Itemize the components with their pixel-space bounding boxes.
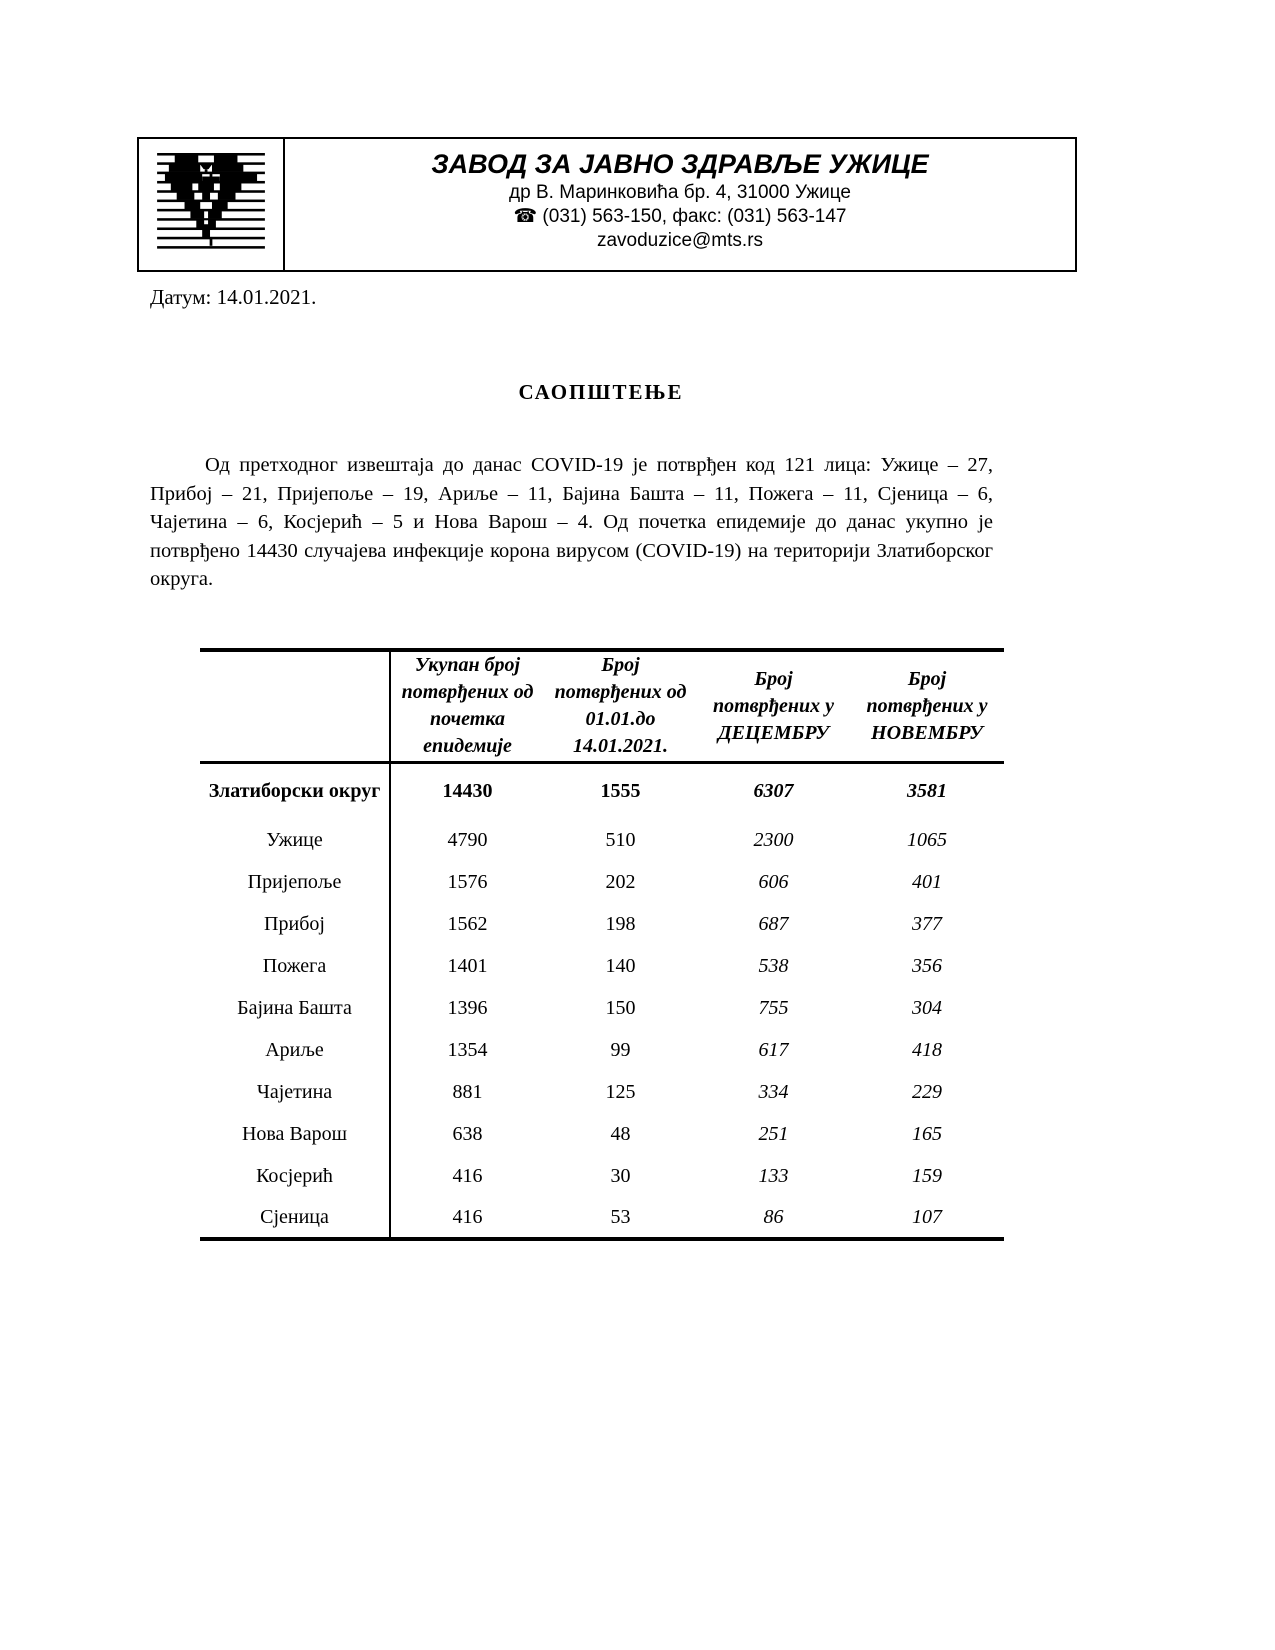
table-row	[200, 762, 1004, 819]
row-label: Сјеница	[200, 1197, 390, 1239]
cell-new: 140	[605, 954, 636, 977]
row-label: Нова Варош	[200, 1113, 390, 1155]
header-municipality	[200, 650, 390, 762]
row-label: Ужице	[200, 819, 390, 861]
cell-total: 416	[452, 1164, 483, 1187]
cell-new: 202	[605, 870, 636, 893]
row-label: Бајина Башта	[200, 987, 390, 1029]
logo-cell	[139, 139, 285, 270]
org-phone: (031) 563-150, факс: (031) 563-147	[537, 206, 847, 227]
row-label: Пожега	[200, 945, 390, 987]
table-row	[200, 1029, 1004, 1071]
cell-total: 4790	[447, 828, 488, 851]
cell-november: 401	[912, 870, 942, 893]
cell-total: 14430	[442, 779, 493, 802]
cell-new: 48	[610, 1122, 631, 1145]
table-row	[200, 1113, 1004, 1155]
table-row	[200, 987, 1004, 1029]
cell-november: 377	[912, 912, 942, 935]
date-line: Датум: 14.01.2021.	[150, 285, 317, 309]
header-new-period: Број потврђених од 01.01.до 14.01.2021.	[544, 650, 697, 762]
institute-logo-icon	[157, 153, 265, 256]
letterhead-info	[285, 139, 1075, 270]
cell-december: 538	[758, 954, 789, 977]
cell-new: 150	[605, 996, 636, 1019]
cell-total: 1401	[447, 954, 488, 977]
row-label: Златиборски округ	[200, 762, 390, 819]
cell-december: 133	[758, 1164, 789, 1187]
letterhead	[137, 137, 1077, 272]
table-row	[200, 861, 1004, 903]
cell-new: 1555	[600, 779, 641, 802]
cell-november: 304	[912, 996, 942, 1019]
cell-total: 1396	[447, 996, 488, 1019]
cell-new: 99	[610, 1038, 631, 1061]
row-label: Косјерић	[200, 1155, 390, 1197]
cell-november: 1065	[907, 828, 947, 851]
cell-november: 229	[912, 1080, 942, 1103]
header-total: Укупан број потврђених од почетка епидемије	[390, 650, 544, 762]
row-label: Чајетина	[200, 1071, 390, 1113]
cell-total: 638	[452, 1122, 483, 1145]
table-row	[200, 819, 1004, 861]
table-row	[200, 1155, 1004, 1197]
table-row	[200, 1071, 1004, 1113]
cell-november: 165	[912, 1122, 942, 1145]
cell-november: 159	[912, 1164, 942, 1187]
cell-december: 755	[758, 996, 789, 1019]
phone-icon: ☎	[513, 206, 538, 227]
cell-november: 3581	[907, 779, 947, 802]
cell-total: 1354	[447, 1038, 488, 1061]
org-email: zavoduzice@mts.rs	[596, 230, 764, 251]
cell-new: 198	[605, 912, 636, 935]
cell-december: 2300	[753, 828, 794, 851]
row-label: Ариље	[200, 1029, 390, 1071]
covid-stats-table	[200, 648, 1004, 1241]
page-title: САОПШТЕЊЕ	[518, 380, 684, 404]
org-phone-line	[285, 205, 1075, 229]
cell-total: 1562	[447, 912, 488, 935]
cell-december: 6307	[753, 779, 794, 802]
cell-total: 881	[452, 1080, 483, 1103]
table-header-row	[200, 650, 1004, 762]
org-address: др В. Маринковића бр. 4, 31000 Ужице	[509, 182, 851, 203]
cell-december: 251	[758, 1122, 789, 1145]
cell-new: 53	[610, 1205, 631, 1228]
cell-total: 416	[452, 1205, 483, 1228]
cell-new: 510	[605, 828, 636, 851]
cell-december: 606	[758, 870, 789, 893]
cell-december: 617	[758, 1038, 789, 1061]
org-name: ЗАВОД ЗА ЈАВНО ЗДРАВЉЕ УЖИЦЕ	[431, 149, 929, 179]
cell-december: 86	[763, 1205, 784, 1228]
cell-december: 687	[758, 912, 789, 935]
announcement-paragraph: Од претходног извештаја до данас COVID-19 је потврђен код 121 лица: Ужице – 27, Прибој – 21, Пријепоље – 19, Ариље – 11, Бајина Башта – 11, Пожега – 11, Сјеница – 6, Чајетина – 6, Косјерић – 5 и Нова Варош – 4. Од почетка епидемије до данас укупно је потврђено 14430 случајева инфекције корона вирусом (COVID-19) на територији Златиборског округа.	[150, 454, 993, 590]
cell-total: 1576	[447, 870, 488, 893]
header-november: Број потврђених у НОВЕМБРУ	[850, 650, 1004, 762]
cell-november: 107	[912, 1205, 942, 1228]
cell-new: 125	[605, 1080, 636, 1103]
table-row	[200, 1197, 1004, 1239]
table-row	[200, 945, 1004, 987]
row-label: Пријепоље	[200, 861, 390, 903]
header-december: Број потврђених у ДЕЦЕМБРУ	[697, 650, 850, 762]
cell-december: 334	[758, 1080, 789, 1103]
cell-november: 356	[912, 954, 942, 977]
cell-november: 418	[912, 1038, 942, 1061]
cell-new: 30	[610, 1164, 631, 1187]
table-row	[200, 903, 1004, 945]
row-label: Прибој	[200, 903, 390, 945]
